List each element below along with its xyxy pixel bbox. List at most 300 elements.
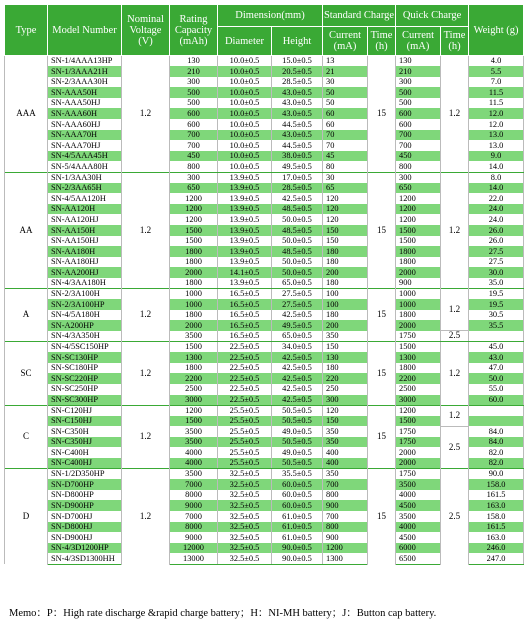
model-cell: SN-D700HJ [48, 511, 122, 522]
model-cell: SN-AA180HJ [48, 257, 122, 268]
capacity-cell: 8000 [170, 490, 218, 501]
capacity-cell: 7000 [170, 511, 218, 522]
weight-cell: 60.0 [469, 395, 524, 406]
quick-time-cell: 2.5 [441, 331, 469, 342]
height-cell: 49.5±0.5 [272, 161, 323, 172]
capacity-cell: 1500 [170, 342, 218, 353]
quick-current-cell: 2200 [396, 373, 441, 384]
standard-current-cell: 120 [323, 193, 368, 204]
quick-current-cell: 900 [396, 278, 441, 289]
model-cell: SN-2/3AAA30H [48, 77, 122, 88]
diameter-cell: 16.5±0.5 [218, 320, 272, 331]
diameter-cell: 32.5±0.5 [218, 479, 272, 490]
diameter-cell: 13.9±0.5 [218, 225, 272, 236]
group-c [5, 405, 524, 469]
quick-current-cell: 1800 [396, 310, 441, 321]
quick-current-cell: 2000 [396, 267, 441, 278]
height-cell: 50.5±0.5 [272, 416, 323, 427]
model-cell: SN-AA150HJ [48, 236, 122, 247]
height-cell: 65.0±0.5 [272, 331, 323, 342]
capacity-cell: 650 [170, 183, 218, 194]
model-cell: SN-D700HP [48, 479, 122, 490]
type-cell: AAA [5, 56, 48, 173]
standard-current-cell: 50 [323, 87, 368, 98]
standard-current-cell: 100 [323, 299, 368, 310]
weight-cell: 55.0 [469, 384, 524, 395]
quick-current-cell: 2000 [396, 320, 441, 331]
quick-time-cell: 1.2 [441, 289, 469, 331]
height-cell: 50.0±0.5 [272, 214, 323, 225]
standard-current-cell: 45 [323, 151, 368, 162]
group-aa [5, 172, 524, 289]
quick-current-cell: 1200 [396, 204, 441, 215]
weight-cell: 246.0 [469, 543, 524, 554]
standard-time-cell: 15 [368, 342, 396, 406]
weight-cell: 82.0 [469, 458, 524, 469]
model-cell: SN-SC250HP [48, 384, 122, 395]
diameter-cell: 10.0±0.5 [218, 56, 272, 67]
header-type: Type [5, 5, 48, 56]
battery-spec-table [4, 4, 524, 565]
quick-current-cell: 700 [396, 140, 441, 151]
standard-current-cell: 150 [323, 342, 368, 353]
model-cell: SN-4/3D1200HP [48, 543, 122, 554]
standard-current-cell: 13 [323, 56, 368, 67]
standard-current-cell: 21 [323, 66, 368, 77]
diameter-cell: 14.1±0.5 [218, 267, 272, 278]
capacity-cell: 1000 [170, 299, 218, 310]
capacity-cell: 1800 [170, 310, 218, 321]
quick-current-cell: 6500 [396, 553, 441, 564]
standard-current-cell: 180 [323, 363, 368, 374]
height-cell: 35.5±0.5 [272, 469, 323, 480]
quick-current-cell: 2000 [396, 447, 441, 458]
type-cell: D [5, 469, 48, 564]
height-cell: 43.0±0.5 [272, 130, 323, 141]
model-cell: SN-AAA70H [48, 130, 122, 141]
table-row [5, 405, 524, 416]
header-standard-charge: Standard Charge [323, 5, 396, 27]
model-cell: SN-AAA50HJ [48, 98, 122, 109]
diameter-cell: 32.5±0.5 [218, 469, 272, 480]
standard-current-cell: 400 [323, 458, 368, 469]
weight-cell: 19.5 [469, 299, 524, 310]
capacity-cell: 2000 [170, 320, 218, 331]
model-cell: SN-C150HJ [48, 416, 122, 427]
model-cell: SN-C400HJ [48, 458, 122, 469]
diameter-cell: 25.5±0.5 [218, 426, 272, 437]
capacity-cell: 2200 [170, 373, 218, 384]
voltage-cell: 1.2 [122, 56, 170, 173]
standard-current-cell: 120 [323, 405, 368, 416]
type-cell: SC [5, 342, 48, 406]
diameter-cell: 32.5±0.5 [218, 543, 272, 554]
diameter-cell: 10.0±0.5 [218, 140, 272, 151]
height-cell: 60.0±0.5 [272, 500, 323, 511]
quick-current-cell: 2000 [396, 458, 441, 469]
height-cell: 43.0±0.5 [272, 98, 323, 109]
model-cell: SN-4/5AAA45H [48, 151, 122, 162]
standard-current-cell: 800 [323, 490, 368, 501]
height-cell: 42.5±0.5 [272, 384, 323, 395]
capacity-cell: 9000 [170, 500, 218, 511]
weight-cell: 27.5 [469, 246, 524, 257]
weight-cell: 163.0 [469, 500, 524, 511]
weight-cell: 8.0 [469, 172, 524, 183]
diameter-cell: 13.9±0.5 [218, 172, 272, 183]
quick-current-cell: 4000 [396, 490, 441, 501]
quick-current-cell: 500 [396, 87, 441, 98]
weight-cell: 26.0 [469, 225, 524, 236]
quick-time-cell: 1.2 [441, 405, 469, 426]
weight-cell: 9.0 [469, 151, 524, 162]
quick-current-cell: 1300 [396, 352, 441, 363]
quick-current-cell: 1500 [396, 342, 441, 353]
weight-cell: 27.5 [469, 257, 524, 268]
header-nominal-voltage: Nominal Voltage (V) [122, 5, 170, 56]
diameter-cell: 16.5±0.5 [218, 331, 272, 342]
quick-current-cell: 1800 [396, 363, 441, 374]
type-cell: C [5, 405, 48, 469]
capacity-cell: 130 [170, 56, 218, 67]
diameter-cell: 13.9±0.5 [218, 214, 272, 225]
weight-cell: 5.5 [469, 66, 524, 77]
standard-current-cell: 350 [323, 437, 368, 448]
model-cell: SN-A200HP [48, 320, 122, 331]
standard-current-cell: 30 [323, 172, 368, 183]
height-cell: 42.5±0.5 [272, 395, 323, 406]
header-quick-current: Current (mA) [396, 27, 441, 56]
standard-current-cell: 1200 [323, 543, 368, 554]
standard-current-cell: 250 [323, 384, 368, 395]
height-cell: 61.0±0.5 [272, 511, 323, 522]
diameter-cell: 10.0±0.5 [218, 98, 272, 109]
diameter-cell: 13.9±0.5 [218, 246, 272, 257]
diameter-cell: 16.5±0.5 [218, 289, 272, 300]
weight-cell: 158.0 [469, 479, 524, 490]
standard-current-cell: 180 [323, 246, 368, 257]
height-cell: 50.5±0.5 [272, 437, 323, 448]
capacity-cell: 600 [170, 108, 218, 119]
weight-cell: 11.5 [469, 98, 524, 109]
weight-cell: 26.0 [469, 236, 524, 247]
weight-cell: 45.0 [469, 342, 524, 353]
standard-time-cell: 15 [368, 469, 396, 564]
diameter-cell: 22.5±0.5 [218, 384, 272, 395]
quick-current-cell: 3000 [396, 395, 441, 406]
model-cell: SN-AA200HJ [48, 267, 122, 278]
standard-current-cell: 1300 [323, 553, 368, 564]
model-cell: SN-SC300HP [48, 395, 122, 406]
memo-note: Memo：P：High rate discharge &rapid charge battery；H：NI-MH battery；J：Button cap battery. [9, 608, 437, 619]
diameter-cell: 10.0±0.5 [218, 66, 272, 77]
quick-current-cell: 1200 [396, 214, 441, 225]
standard-current-cell: 180 [323, 257, 368, 268]
model-cell: SN-D900HP [48, 500, 122, 511]
standard-current-cell: 180 [323, 278, 368, 289]
diameter-cell: 13.9±0.5 [218, 183, 272, 194]
diameter-cell: 10.0±0.5 [218, 77, 272, 88]
standard-current-cell: 30 [323, 77, 368, 88]
capacity-cell: 3000 [170, 395, 218, 406]
diameter-cell: 13.9±0.5 [218, 257, 272, 268]
capacity-cell: 1200 [170, 214, 218, 225]
height-cell: 44.5±0.5 [272, 140, 323, 151]
table-row [5, 172, 524, 183]
quick-current-cell: 3500 [396, 511, 441, 522]
standard-time-cell: 15 [368, 56, 396, 173]
quick-time-cell: 1.2 [441, 56, 469, 173]
capacity-cell: 9000 [170, 532, 218, 543]
voltage-cell: 1.2 [122, 469, 170, 564]
model-cell: SN-4/5SC150HP [48, 342, 122, 353]
capacity-cell: 1800 [170, 363, 218, 374]
diameter-cell: 13.9±0.5 [218, 278, 272, 289]
weight-cell: 7.0 [469, 77, 524, 88]
quick-current-cell: 1800 [396, 246, 441, 257]
standard-current-cell: 150 [323, 225, 368, 236]
height-cell: 90.0±0.5 [272, 543, 323, 554]
quick-current-cell: 800 [396, 161, 441, 172]
header-model-number: Model Number [48, 5, 122, 56]
height-cell: 61.0±0.5 [272, 532, 323, 543]
quick-current-cell: 1750 [396, 331, 441, 342]
header-diameter: Diameter [218, 27, 272, 56]
weight-cell [469, 405, 524, 416]
header-quick-time: Time (h) [441, 27, 469, 56]
header-quick-charge: Quick Charge [396, 5, 469, 27]
weight-cell: 50.0 [469, 373, 524, 384]
standard-current-cell: 150 [323, 236, 368, 247]
standard-current-cell: 300 [323, 395, 368, 406]
capacity-cell: 4000 [170, 458, 218, 469]
quick-current-cell: 1000 [396, 299, 441, 310]
quick-current-cell: 1500 [396, 225, 441, 236]
voltage-cell: 1.2 [122, 405, 170, 469]
quick-current-cell: 1200 [396, 405, 441, 416]
capacity-cell: 7000 [170, 479, 218, 490]
model-cell: SN-SC220HP [48, 373, 122, 384]
weight-cell [469, 416, 524, 427]
model-cell: SN-1/4AAA13HP [48, 56, 122, 67]
height-cell: 65.0±0.5 [272, 278, 323, 289]
model-cell: SN-4/5A180H [48, 310, 122, 321]
height-cell: 49.0±0.5 [272, 426, 323, 437]
header-rating-capacity: Rating Capacity (mAh) [170, 5, 218, 56]
model-cell: SN-AAA60HJ [48, 119, 122, 130]
capacity-cell: 500 [170, 98, 218, 109]
diameter-cell: 10.0±0.5 [218, 87, 272, 98]
standard-current-cell: 70 [323, 140, 368, 151]
model-cell: SN-2/3AA65H [48, 183, 122, 194]
quick-current-cell: 1500 [396, 416, 441, 427]
header-standard-current: Current (mA) [323, 27, 368, 56]
height-cell: 44.5±0.5 [272, 119, 323, 130]
capacity-cell: 1500 [170, 236, 218, 247]
capacity-cell: 3500 [170, 426, 218, 437]
capacity-cell: 1800 [170, 278, 218, 289]
standard-current-cell: 220 [323, 373, 368, 384]
weight-cell: 161.5 [469, 522, 524, 533]
height-cell: 48.5±0.5 [272, 225, 323, 236]
standard-current-cell: 65 [323, 183, 368, 194]
table-row [5, 289, 524, 300]
model-cell: SN-AA120H [48, 204, 122, 215]
height-cell: 50.0±0.5 [272, 236, 323, 247]
standard-current-cell: 900 [323, 532, 368, 543]
quick-time-cell: 1.2 [441, 172, 469, 289]
standard-current-cell: 120 [323, 214, 368, 225]
quick-current-cell: 6000 [396, 543, 441, 554]
weight-cell: 13.0 [469, 140, 524, 151]
diameter-cell: 25.5±0.5 [218, 405, 272, 416]
height-cell: 43.0±0.5 [272, 108, 323, 119]
height-cell: 42.5±0.5 [272, 193, 323, 204]
diameter-cell: 32.5±0.5 [218, 532, 272, 543]
standard-current-cell: 700 [323, 511, 368, 522]
diameter-cell: 10.0±0.5 [218, 130, 272, 141]
capacity-cell: 300 [170, 172, 218, 183]
capacity-cell: 2500 [170, 384, 218, 395]
voltage-cell: 1.2 [122, 289, 170, 342]
height-cell: 42.5±0.5 [272, 373, 323, 384]
table-row [5, 342, 524, 353]
capacity-cell: 300 [170, 77, 218, 88]
capacity-cell: 1300 [170, 352, 218, 363]
group-sc [5, 342, 524, 406]
standard-current-cell: 400 [323, 447, 368, 458]
diameter-cell: 32.5±0.5 [218, 553, 272, 564]
model-cell: SN-5/4AAA80H [48, 161, 122, 172]
standard-current-cell: 130 [323, 352, 368, 363]
quick-current-cell: 1750 [396, 469, 441, 480]
capacity-cell: 3500 [170, 469, 218, 480]
height-cell: 50.0±0.5 [272, 257, 323, 268]
weight-cell: 4.0 [469, 56, 524, 67]
standard-current-cell: 350 [323, 331, 368, 342]
diameter-cell: 25.5±0.5 [218, 447, 272, 458]
weight-cell: 161.5 [469, 490, 524, 501]
model-cell: SN-D900HJ [48, 532, 122, 543]
quick-current-cell: 300 [396, 77, 441, 88]
diameter-cell: 10.0±0.5 [218, 108, 272, 119]
diameter-cell: 25.5±0.5 [218, 437, 272, 448]
capacity-cell: 1200 [170, 193, 218, 204]
weight-cell [469, 331, 524, 342]
capacity-cell: 1500 [170, 416, 218, 427]
group-d [5, 469, 524, 564]
diameter-cell: 13.9±0.5 [218, 236, 272, 247]
capacity-cell: 3500 [170, 331, 218, 342]
capacity-cell: 12000 [170, 543, 218, 554]
height-cell: 49.0±0.5 [272, 447, 323, 458]
diameter-cell: 13.9±0.5 [218, 204, 272, 215]
diameter-cell: 22.5±0.5 [218, 395, 272, 406]
model-cell: SN-C350H [48, 426, 122, 437]
diameter-cell: 32.5±0.5 [218, 500, 272, 511]
diameter-cell: 10.0±0.5 [218, 151, 272, 162]
capacity-cell: 3500 [170, 437, 218, 448]
model-cell: SN-AAA50H [48, 87, 122, 98]
height-cell: 50.5±0.5 [272, 405, 323, 416]
weight-cell: 47.0 [469, 363, 524, 374]
height-cell: 28.5±0.5 [272, 183, 323, 194]
diameter-cell: 32.5±0.5 [218, 511, 272, 522]
capacity-cell: 500 [170, 87, 218, 98]
height-cell: 28.5±0.5 [272, 77, 323, 88]
weight-cell: 163.0 [469, 532, 524, 543]
capacity-cell: 8000 [170, 522, 218, 533]
standard-current-cell: 80 [323, 161, 368, 172]
capacity-cell: 700 [170, 130, 218, 141]
weight-cell: 35.5 [469, 320, 524, 331]
weight-cell: 30.0 [469, 267, 524, 278]
quick-current-cell: 3500 [396, 479, 441, 490]
type-cell: A [5, 289, 48, 342]
standard-current-cell: 200 [323, 267, 368, 278]
quick-current-cell: 1800 [396, 257, 441, 268]
height-cell: 61.0±0.5 [272, 522, 323, 533]
height-cell: 42.5±0.5 [272, 352, 323, 363]
model-cell: SN-4/3A350H [48, 331, 122, 342]
diameter-cell: 25.5±0.5 [218, 416, 272, 427]
quick-current-cell: 210 [396, 66, 441, 77]
quick-current-cell: 2500 [396, 384, 441, 395]
quick-time-cell: 2.5 [441, 426, 469, 468]
diameter-cell: 22.5±0.5 [218, 363, 272, 374]
quick-time-cell: 2.5 [441, 469, 469, 564]
height-cell: 48.5±0.5 [272, 204, 323, 215]
capacity-cell: 13000 [170, 553, 218, 564]
standard-current-cell: 120 [323, 204, 368, 215]
capacity-cell: 1800 [170, 246, 218, 257]
voltage-cell: 1.2 [122, 342, 170, 406]
diameter-cell: 22.5±0.5 [218, 352, 272, 363]
quick-current-cell: 600 [396, 108, 441, 119]
quick-current-cell: 1500 [396, 236, 441, 247]
quick-current-cell: 130 [396, 56, 441, 67]
standard-current-cell: 700 [323, 479, 368, 490]
diameter-cell: 32.5±0.5 [218, 490, 272, 501]
height-cell: 38.0±0.5 [272, 151, 323, 162]
standard-current-cell: 50 [323, 98, 368, 109]
weight-cell: 12.0 [469, 119, 524, 130]
table-row [5, 426, 524, 437]
model-cell: SN-C350HJ [48, 437, 122, 448]
standard-current-cell: 60 [323, 108, 368, 119]
header-height: Height [272, 27, 323, 56]
capacity-cell: 1200 [170, 204, 218, 215]
standard-current-cell: 350 [323, 469, 368, 480]
quick-current-cell: 4500 [396, 532, 441, 543]
model-cell: SN-D800HJ [48, 522, 122, 533]
weight-cell: 158.0 [469, 511, 524, 522]
header-standard-time: Time (h) [368, 27, 396, 56]
table-row [5, 469, 524, 480]
capacity-cell: 2000 [170, 267, 218, 278]
diameter-cell: 16.5±0.5 [218, 310, 272, 321]
capacity-cell: 800 [170, 161, 218, 172]
quick-current-cell: 300 [396, 172, 441, 183]
diameter-cell: 10.0±0.5 [218, 161, 272, 172]
weight-cell: 14.0 [469, 183, 524, 194]
capacity-cell: 1500 [170, 225, 218, 236]
quick-current-cell: 1000 [396, 289, 441, 300]
quick-current-cell: 1750 [396, 437, 441, 448]
weight-cell: 24.0 [469, 214, 524, 225]
weight-cell: 24.0 [469, 204, 524, 215]
quick-time-cell: 1.2 [441, 342, 469, 406]
